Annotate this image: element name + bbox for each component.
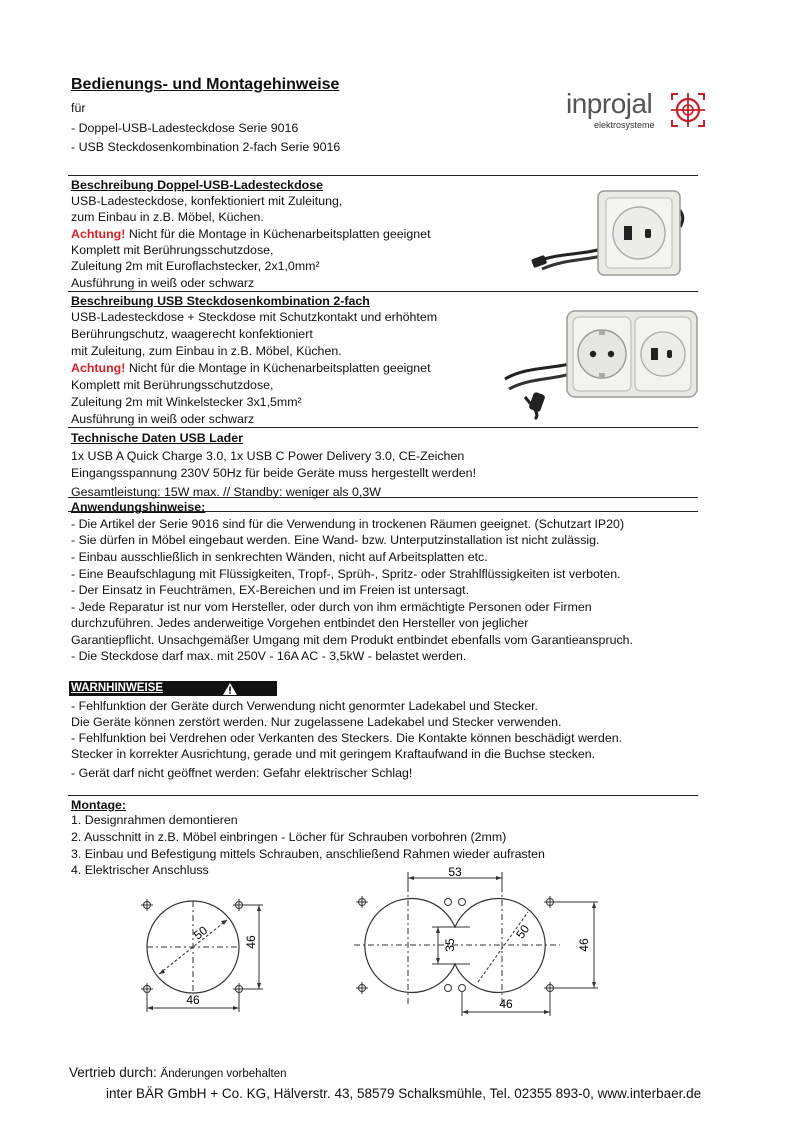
warning-line [71, 360, 431, 376]
text-line: Ausführung in weiß oder schwarz [71, 276, 255, 290]
text-line: 1. Designrahmen demontieren [71, 813, 238, 827]
text-line: - Die Artikel der Serie 9016 sind für die Verwendung in trockenen Räumen geeignet. (Schutzart IP20) [71, 517, 625, 531]
warning-triangle-icon [223, 683, 237, 695]
footer-changes: Änderungen vorbehalten [160, 1068, 287, 1080]
text-line: - Eine Beaufschlagung mit Flüssigkeiten, Tropf-, Sprüh-, Spritz- oder Strahlflüssigkeiten ist verboten. [71, 567, 621, 581]
achtung-label: Achtung! [71, 227, 126, 241]
footer-vertrieb [69, 1065, 287, 1080]
dim-top: 53 [448, 865, 462, 879]
section-heading: Beschreibung USB Steckdosenkombination 2-fach [71, 294, 370, 308]
achtung-label: Achtung! [71, 361, 126, 375]
text-line: - Sie dürfen in Möbel eingebaut werden. Eine Wand- bzw. Unterputzinstallation ist nicht zulässig. [71, 533, 600, 547]
page-title: Bedienungs- und Montagehinweise [71, 76, 340, 93]
section-heading: Beschreibung Doppel-USB-Ladesteckdose [71, 178, 323, 192]
text-line: Zuleitung 2m mit Winkelstecker 3x1,5mm² [71, 395, 302, 409]
text-line: mit Zuleitung, zum Einbau in z.B. Möbel, Küchen. [71, 344, 342, 358]
warning-text: Nicht für die Montage in Küchenarbeitsplatten geeignet [125, 227, 431, 241]
dim-inner: 35 [443, 938, 457, 952]
text-line: - Fehlfunktion bei Verdrehen oder Verkanten des Steckers. Die Kontakte können beschädigt werden. [71, 731, 623, 745]
text-line: - Der Einsatz in Feuchträmen, EX-Bereichen und im Freien ist untersagt. [71, 583, 470, 597]
footer-vertrieb-label: Vertrieb durch: [69, 1065, 161, 1080]
warning-line [71, 226, 431, 242]
section-heading: Anwendungshinweise: [71, 500, 206, 514]
text-line: Ausführung in weiß oder schwarz [71, 412, 255, 426]
divider [68, 795, 698, 796]
inprojal-logo [566, 89, 708, 137]
dim-height: 46 [244, 935, 258, 949]
warning-heading: WARNHINWEISE [71, 682, 163, 694]
text-line: - Einbau ausschließlich in senkrechten Wänden, nicht auf Arbeitsplatten etc. [71, 550, 488, 564]
cutout-drawing-single [133, 890, 273, 1020]
text-line: Garantiepflicht. Unsachgemäßer Umgang mit dem Produkt entbindet ebenfalls vom Garantieanspruch. [71, 633, 633, 647]
text-line: Stecker in korrekter Ausrichtung, gerade und mit geringem Kraftaufwand in die Buchse stecken. [71, 747, 596, 761]
socket-combination-image [495, 297, 705, 422]
dim-height: 46 [577, 938, 591, 952]
cutout-drawing-double [340, 864, 600, 1022]
text-line: Komplett mit Berührungsschutzdose, [71, 243, 274, 257]
text-line: 4. Elektrischer Anschluss [71, 863, 209, 877]
text-line: 2. Ausschnitt in z.B. Möbel einbringen - Löcher für Schrauben vorbohren (2mm) [71, 830, 507, 844]
text-line: zum Einbau in z.B. Möbel, Küchen. [71, 210, 264, 224]
text-line: - Fehlfunktion der Geräte durch Verwendung nicht genormter Ladekabel und Stecker. [71, 699, 538, 713]
dim-width: 46 [186, 993, 200, 1007]
text-line: Komplett mit Berührungsschutzdose, [71, 378, 274, 392]
intro-product: - Doppel-USB-Ladesteckdose Serie 9016 [71, 121, 299, 135]
text-line: Die Geräte können zerstört werden. Nur zugelassene Ladekabel und Stecker verwenden. [71, 715, 562, 729]
divider [68, 291, 698, 292]
dim-width: 46 [499, 997, 513, 1011]
logo-wordmark: inprojal [566, 88, 653, 119]
dim-diagonal: 50 [190, 923, 211, 943]
text-line: Eingangsspannung 230V 50Hz für beide Geräte muss hergestellt werden! [71, 466, 477, 480]
text-line: USB-Ladesteckdose, konfektioniert mit Zuleitung, [71, 194, 343, 208]
text-line: - Jede Reparatur ist nur vom Hersteller, oder durch von ihm ermächtigte Personen oder Firmen [71, 600, 592, 614]
divider [68, 427, 698, 428]
text-line: Gesamtleistung: 15W max. // Standby: weniger als 0,3W [71, 485, 381, 499]
section-heading: Technische Daten USB Lader [71, 431, 243, 445]
footer-company: inter BÄR GmbH + Co. KG, Hälverstr. 43, 58579 Schalksmühle, Tel. 02355 893-0, www.interbaer.de [106, 1086, 702, 1101]
text-line: - Gerät darf nicht geöffnet werden: Gefahr elektrischer Schlag! [71, 766, 413, 780]
divider [68, 175, 698, 176]
text-line: - Die Steckdose darf max. mit 250V - 16A AC - 3,5kW - belastet werden. [71, 649, 467, 663]
text-line: USB-Ladesteckdose + Steckdose mit Schutzkontakt und erhöhtem [71, 310, 438, 324]
warning-banner [69, 681, 277, 696]
intro-product: - USB Steckdosenkombination 2-fach Serie 9016 [71, 140, 341, 154]
text-line: Berührungschutz, waagerecht konfektioniert [71, 327, 313, 341]
text-line: 1x USB A Quick Charge 3.0, 1x USB C Power Delivery 3.0, CE-Zeichen [71, 449, 465, 463]
logo-subtitle: elektrosysteme [594, 120, 655, 130]
text-line: 3. Einbau und Befestigung mittels Schrauben, anschließend Rahmen wieder aufrasten [71, 847, 545, 861]
text-line: Zuleitung 2m mit Euroflachstecker, 2x1,0mm² [71, 259, 320, 273]
intro-fuer: für [71, 101, 86, 115]
section-heading: Montage: [71, 798, 127, 812]
target-icon [669, 91, 707, 129]
dim-diagonal: 50 [513, 922, 533, 942]
text-line: durchzuführen. Jedes anderweitige Vorgehen entbindet den Hersteller von jeglicher [71, 616, 529, 630]
usb-socket-image [520, 183, 690, 283]
warning-text: Nicht für die Montage in Küchenarbeitsplatten geeignet [125, 361, 431, 375]
